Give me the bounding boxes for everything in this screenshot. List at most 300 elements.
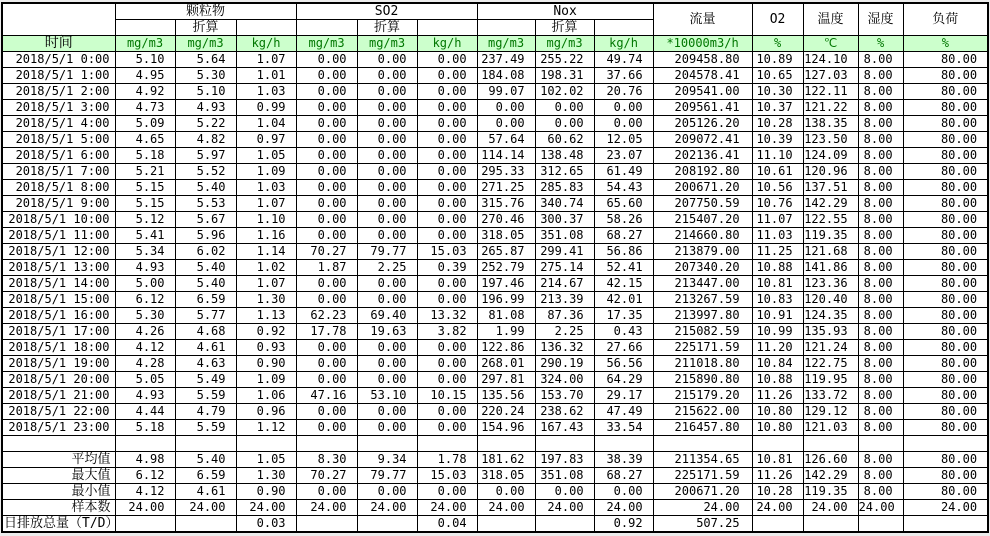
value-cell[interactable]: 0.00 bbox=[296, 292, 357, 308]
value-cell[interactable]: 5.21 bbox=[115, 164, 175, 180]
value-cell[interactable]: 5.40 bbox=[175, 276, 236, 292]
unit-cell-pm-converted-mgm3[interactable]: mg/m3 bbox=[175, 36, 236, 52]
unit-cell-so2-kgh[interactable]: kg/h bbox=[417, 36, 477, 52]
value-cell[interactable]: 2.25 bbox=[357, 260, 417, 276]
value-cell[interactable]: 0.00 bbox=[417, 116, 477, 132]
value-cell[interactable]: 0.00 bbox=[296, 372, 357, 388]
value-cell[interactable]: 5.30 bbox=[175, 68, 236, 84]
value-cell[interactable]: 5.15 bbox=[115, 196, 175, 212]
value-cell[interactable]: 215082.59 bbox=[653, 324, 752, 340]
value-cell[interactable]: 102.02 bbox=[535, 84, 594, 100]
sub-header-particulate-converted[interactable]: 折算 bbox=[175, 20, 236, 36]
value-cell[interactable]: 0.00 bbox=[296, 404, 357, 420]
unit-cell-pm-kgh[interactable]: kg/h bbox=[236, 36, 296, 52]
value-cell[interactable]: 220.24 bbox=[477, 404, 535, 420]
summary-label-cell[interactable]: 样本数 bbox=[2, 500, 115, 516]
value-cell[interactable]: 5.40 bbox=[175, 260, 236, 276]
value-cell[interactable]: 208192.80 bbox=[653, 164, 752, 180]
value-cell[interactable]: 1.06 bbox=[236, 388, 296, 404]
value-cell[interactable]: 4.12 bbox=[115, 340, 175, 356]
value-cell[interactable]: 99.07 bbox=[477, 84, 535, 100]
value-cell[interactable]: 215407.20 bbox=[653, 212, 752, 228]
value-cell[interactable]: 129.12 bbox=[803, 404, 858, 420]
value-cell[interactable]: 10.88 bbox=[752, 372, 803, 388]
unit-cell-humidity[interactable]: % bbox=[858, 36, 903, 52]
value-cell[interactable]: 8.00 bbox=[858, 244, 903, 260]
value-cell[interactable]: 5.53 bbox=[175, 196, 236, 212]
value-cell[interactable]: 37.66 bbox=[594, 68, 653, 84]
value-cell[interactable]: 271.25 bbox=[477, 180, 535, 196]
summary-label-cell[interactable]: 日排放总量（T/D） bbox=[4, 516, 119, 531]
value-cell[interactable]: 0.00 bbox=[357, 164, 417, 180]
time-cell[interactable]: 2018/5/1 23:00 bbox=[2, 420, 115, 436]
summary-value-cell[interactable]: 24.00 bbox=[535, 500, 594, 516]
value-cell[interactable]: 4.44 bbox=[115, 404, 175, 420]
time-cell[interactable]: 2018/5/1 3:00 bbox=[2, 100, 115, 116]
value-cell[interactable]: 8.00 bbox=[858, 260, 903, 276]
value-cell[interactable]: 8.00 bbox=[858, 52, 903, 68]
value-cell[interactable]: 340.74 bbox=[535, 196, 594, 212]
summary-value-cell[interactable]: 507.25 bbox=[653, 516, 752, 533]
value-cell[interactable]: 275.14 bbox=[535, 260, 594, 276]
blank-cell[interactable] bbox=[296, 436, 357, 452]
value-cell[interactable]: 10.84 bbox=[752, 356, 803, 372]
summary-value-cell[interactable]: 211354.65 bbox=[653, 452, 752, 468]
value-cell[interactable]: 124.09 bbox=[803, 148, 858, 164]
column-header-temperature[interactable]: 温度 bbox=[803, 3, 858, 36]
value-cell[interactable]: 10.99 bbox=[752, 324, 803, 340]
value-cell[interactable]: 1.12 bbox=[236, 420, 296, 436]
value-cell[interactable]: 154.96 bbox=[477, 420, 535, 436]
value-cell[interactable]: 136.32 bbox=[535, 340, 594, 356]
value-cell[interactable]: 215890.80 bbox=[653, 372, 752, 388]
value-cell[interactable]: 8.00 bbox=[858, 388, 903, 404]
value-cell[interactable]: 80.00 bbox=[903, 52, 988, 68]
value-cell[interactable]: 17.35 bbox=[594, 308, 653, 324]
value-cell[interactable]: 87.36 bbox=[535, 308, 594, 324]
value-cell[interactable]: 62.23 bbox=[296, 308, 357, 324]
value-cell[interactable]: 252.79 bbox=[477, 260, 535, 276]
value-cell[interactable]: 4.68 bbox=[175, 324, 236, 340]
time-cell[interactable]: 2018/5/1 9:00 bbox=[2, 196, 115, 212]
summary-value-cell[interactable] bbox=[477, 516, 535, 533]
value-cell[interactable]: 0.00 bbox=[357, 100, 417, 116]
time-cell[interactable]: 2018/5/1 14:00 bbox=[2, 276, 115, 292]
summary-value-cell[interactable] bbox=[858, 516, 903, 533]
value-cell[interactable]: 0.00 bbox=[417, 84, 477, 100]
blank-cell[interactable] bbox=[236, 436, 296, 452]
value-cell[interactable]: 0.00 bbox=[417, 228, 477, 244]
value-cell[interactable]: 15.03 bbox=[417, 244, 477, 260]
summary-value-cell[interactable] bbox=[903, 516, 988, 533]
value-cell[interactable]: 80.00 bbox=[903, 116, 988, 132]
summary-value-cell[interactable] bbox=[296, 516, 357, 533]
value-cell[interactable]: 2.25 bbox=[535, 324, 594, 340]
value-cell[interactable]: 1.07 bbox=[236, 52, 296, 68]
value-cell[interactable]: 214660.80 bbox=[653, 228, 752, 244]
value-cell[interactable]: 122.86 bbox=[477, 340, 535, 356]
value-cell[interactable]: 27.66 bbox=[594, 340, 653, 356]
summary-value-cell[interactable]: 6.59 bbox=[175, 468, 236, 484]
value-cell[interactable]: 1.16 bbox=[236, 228, 296, 244]
value-cell[interactable]: 0.00 bbox=[296, 212, 357, 228]
value-cell[interactable]: 215622.00 bbox=[653, 404, 752, 420]
unit-cell-flow[interactable]: *10000m3/h bbox=[653, 36, 752, 52]
summary-value-cell[interactable] bbox=[357, 516, 417, 533]
value-cell[interactable]: 213997.80 bbox=[653, 308, 752, 324]
value-cell[interactable]: 255.22 bbox=[535, 52, 594, 68]
value-cell[interactable]: 285.83 bbox=[535, 180, 594, 196]
value-cell[interactable]: 8.00 bbox=[858, 276, 903, 292]
summary-value-cell[interactable]: 6.12 bbox=[115, 468, 175, 484]
value-cell[interactable]: 0.00 bbox=[477, 116, 535, 132]
summary-value-cell[interactable]: 1.30 bbox=[236, 468, 296, 484]
value-cell[interactable]: 216457.80 bbox=[653, 420, 752, 436]
value-cell[interactable]: 0.00 bbox=[357, 132, 417, 148]
value-cell[interactable]: 19.63 bbox=[357, 324, 417, 340]
group-header-so2[interactable]: SO2 bbox=[296, 3, 477, 20]
summary-value-cell[interactable] bbox=[803, 516, 858, 533]
value-cell[interactable]: 1.04 bbox=[236, 116, 296, 132]
summary-value-cell[interactable]: 8.00 bbox=[858, 468, 903, 484]
summary-value-cell[interactable]: 8.00 bbox=[858, 484, 903, 500]
value-cell[interactable]: 0.00 bbox=[417, 356, 477, 372]
value-cell[interactable]: 268.01 bbox=[477, 356, 535, 372]
summary-value-cell[interactable]: 5.40 bbox=[175, 452, 236, 468]
value-cell[interactable]: 0.00 bbox=[417, 420, 477, 436]
value-cell[interactable]: 1.05 bbox=[236, 148, 296, 164]
column-header-load[interactable]: 负荷 bbox=[903, 3, 988, 36]
value-cell[interactable]: 5.05 bbox=[115, 372, 175, 388]
value-cell[interactable]: 8.00 bbox=[858, 116, 903, 132]
time-cell[interactable]: 2018/5/1 8:00 bbox=[2, 180, 115, 196]
value-cell[interactable]: 80.00 bbox=[903, 100, 988, 116]
value-cell[interactable]: 324.00 bbox=[535, 372, 594, 388]
value-cell[interactable]: 1.07 bbox=[236, 196, 296, 212]
value-cell[interactable]: 0.00 bbox=[594, 116, 653, 132]
summary-value-cell[interactable]: 1.05 bbox=[236, 452, 296, 468]
value-cell[interactable]: 8.00 bbox=[858, 132, 903, 148]
value-cell[interactable]: 138.48 bbox=[535, 148, 594, 164]
value-cell[interactable]: 238.62 bbox=[535, 404, 594, 420]
value-cell[interactable]: 60.62 bbox=[535, 132, 594, 148]
value-cell[interactable]: 8.00 bbox=[858, 196, 903, 212]
value-cell[interactable]: 123.36 bbox=[803, 276, 858, 292]
value-cell[interactable]: 8.00 bbox=[858, 292, 903, 308]
value-cell[interactable]: 297.81 bbox=[477, 372, 535, 388]
value-cell[interactable]: 0.00 bbox=[357, 372, 417, 388]
corner-blank-cell[interactable] bbox=[2, 3, 115, 36]
summary-value-cell[interactable]: 0.04 bbox=[417, 516, 477, 533]
value-cell[interactable]: 10.91 bbox=[752, 308, 803, 324]
value-cell[interactable]: 209072.41 bbox=[653, 132, 752, 148]
value-cell[interactable]: 0.00 bbox=[357, 84, 417, 100]
value-cell[interactable]: 0.00 bbox=[417, 292, 477, 308]
summary-value-cell[interactable]: 318.05 bbox=[477, 468, 535, 484]
value-cell[interactable]: 10.89 bbox=[752, 52, 803, 68]
value-cell[interactable]: 0.00 bbox=[357, 148, 417, 164]
value-cell[interactable]: 10.65 bbox=[752, 68, 803, 84]
time-cell[interactable]: 2018/5/1 19:00 bbox=[2, 356, 115, 372]
value-cell[interactable]: 0.00 bbox=[417, 276, 477, 292]
value-cell[interactable]: 80.00 bbox=[903, 340, 988, 356]
time-cell[interactable]: 2018/5/1 4:00 bbox=[2, 116, 115, 132]
value-cell[interactable]: 138.35 bbox=[803, 116, 858, 132]
value-cell[interactable]: 70.27 bbox=[296, 244, 357, 260]
summary-value-cell[interactable]: 24.00 bbox=[115, 500, 175, 516]
value-cell[interactable]: 54.43 bbox=[594, 180, 653, 196]
time-cell[interactable]: 2018/5/1 18:00 bbox=[2, 340, 115, 356]
summary-value-cell[interactable]: 24.00 bbox=[357, 500, 417, 516]
summary-value-cell[interactable]: 68.27 bbox=[594, 468, 653, 484]
summary-value-cell[interactable]: 119.35 bbox=[803, 484, 858, 500]
value-cell[interactable]: 295.33 bbox=[477, 164, 535, 180]
value-cell[interactable]: 213.39 bbox=[535, 292, 594, 308]
value-cell[interactable]: 8.00 bbox=[858, 100, 903, 116]
value-cell[interactable]: 80.00 bbox=[903, 404, 988, 420]
value-cell[interactable]: 120.40 bbox=[803, 292, 858, 308]
value-cell[interactable]: 1.13 bbox=[236, 308, 296, 324]
summary-value-cell[interactable]: 0.92 bbox=[594, 516, 653, 533]
value-cell[interactable]: 0.00 bbox=[296, 228, 357, 244]
blank-cell[interactable] bbox=[594, 436, 653, 452]
value-cell[interactable]: 205126.20 bbox=[653, 116, 752, 132]
value-cell[interactable]: 1.03 bbox=[236, 84, 296, 100]
blank-cell[interactable] bbox=[2, 436, 115, 452]
time-cell[interactable]: 2018/5/1 10:00 bbox=[2, 212, 115, 228]
value-cell[interactable]: 1.07 bbox=[236, 276, 296, 292]
value-cell[interactable]: 6.12 bbox=[115, 292, 175, 308]
value-cell[interactable]: 4.93 bbox=[115, 260, 175, 276]
value-cell[interactable]: 80.00 bbox=[903, 260, 988, 276]
value-cell[interactable]: 11.25 bbox=[752, 244, 803, 260]
value-cell[interactable]: 8.00 bbox=[858, 340, 903, 356]
value-cell[interactable]: 124.10 bbox=[803, 52, 858, 68]
value-cell[interactable]: 0.00 bbox=[296, 164, 357, 180]
value-cell[interactable]: 68.27 bbox=[594, 228, 653, 244]
summary-value-cell[interactable]: 70.27 bbox=[296, 468, 357, 484]
value-cell[interactable]: 4.92 bbox=[115, 84, 175, 100]
summary-value-cell[interactable]: 200671.20 bbox=[653, 484, 752, 500]
unit-cell-nox-kgh[interactable]: kg/h bbox=[594, 36, 653, 52]
value-cell[interactable]: 8.00 bbox=[858, 180, 903, 196]
value-cell[interactable]: 135.56 bbox=[477, 388, 535, 404]
summary-value-cell[interactable]: 11.26 bbox=[752, 468, 803, 484]
summary-value-cell[interactable]: 24.00 bbox=[752, 500, 803, 516]
value-cell[interactable]: 0.99 bbox=[236, 100, 296, 116]
unit-cell-nox-converted-mgm3[interactable]: mg/m3 bbox=[535, 36, 594, 52]
value-cell[interactable]: 52.41 bbox=[594, 260, 653, 276]
summary-value-cell[interactable]: 0.03 bbox=[236, 516, 296, 533]
value-cell[interactable]: 4.95 bbox=[115, 68, 175, 84]
value-cell[interactable]: 213879.00 bbox=[653, 244, 752, 260]
value-cell[interactable]: 11.20 bbox=[752, 340, 803, 356]
unit-cell-so2-mgm3[interactable]: mg/m3 bbox=[296, 36, 357, 52]
value-cell[interactable]: 0.00 bbox=[357, 420, 417, 436]
value-cell[interactable]: 42.15 bbox=[594, 276, 653, 292]
value-cell[interactable]: 4.61 bbox=[175, 340, 236, 356]
blank-cell[interactable] bbox=[236, 20, 296, 36]
value-cell[interactable]: 17.78 bbox=[296, 324, 357, 340]
value-cell[interactable]: 10.15 bbox=[417, 388, 477, 404]
value-cell[interactable]: 80.00 bbox=[903, 148, 988, 164]
value-cell[interactable]: 0.96 bbox=[236, 404, 296, 420]
summary-value-cell[interactable]: 15.03 bbox=[417, 468, 477, 484]
value-cell[interactable]: 124.35 bbox=[803, 308, 858, 324]
value-cell[interactable]: 47.16 bbox=[296, 388, 357, 404]
time-cell[interactable]: 2018/5/1 17:00 bbox=[2, 324, 115, 340]
value-cell[interactable]: 209541.00 bbox=[653, 84, 752, 100]
time-cell[interactable]: 2018/5/1 13:00 bbox=[2, 260, 115, 276]
value-cell[interactable]: 13.32 bbox=[417, 308, 477, 324]
value-cell[interactable]: 0.90 bbox=[236, 356, 296, 372]
value-cell[interactable]: 80.00 bbox=[903, 164, 988, 180]
column-header-o2[interactable]: O2 bbox=[752, 3, 803, 36]
value-cell[interactable]: 196.99 bbox=[477, 292, 535, 308]
value-cell[interactable]: 0.97 bbox=[236, 132, 296, 148]
value-cell[interactable]: 200671.20 bbox=[653, 180, 752, 196]
value-cell[interactable]: 114.14 bbox=[477, 148, 535, 164]
value-cell[interactable]: 0.00 bbox=[417, 52, 477, 68]
summary-value-cell[interactable]: 38.39 bbox=[594, 452, 653, 468]
value-cell[interactable]: 121.68 bbox=[803, 244, 858, 260]
value-cell[interactable]: 5.59 bbox=[175, 420, 236, 436]
value-cell[interactable]: 80.00 bbox=[903, 388, 988, 404]
value-cell[interactable]: 33.54 bbox=[594, 420, 653, 436]
value-cell[interactable]: 0.00 bbox=[357, 180, 417, 196]
value-cell[interactable]: 225171.59 bbox=[653, 340, 752, 356]
summary-value-cell[interactable]: 79.77 bbox=[357, 468, 417, 484]
summary-value-cell[interactable]: 142.29 bbox=[803, 468, 858, 484]
value-cell[interactable]: 207750.59 bbox=[653, 196, 752, 212]
value-cell[interactable]: 1.01 bbox=[236, 68, 296, 84]
value-cell[interactable]: 0.00 bbox=[296, 420, 357, 436]
value-cell[interactable]: 10.76 bbox=[752, 196, 803, 212]
blank-cell[interactable] bbox=[594, 20, 653, 36]
value-cell[interactable]: 121.24 bbox=[803, 340, 858, 356]
summary-value-cell[interactable]: 24.00 bbox=[594, 500, 653, 516]
value-cell[interactable]: 0.00 bbox=[357, 276, 417, 292]
value-cell[interactable]: 80.00 bbox=[903, 68, 988, 84]
blank-cell[interactable] bbox=[858, 436, 903, 452]
summary-value-cell[interactable]: 126.60 bbox=[803, 452, 858, 468]
value-cell[interactable]: 0.00 bbox=[417, 212, 477, 228]
blank-cell[interactable] bbox=[296, 20, 357, 36]
value-cell[interactable]: 1.14 bbox=[236, 244, 296, 260]
value-cell[interactable]: 80.00 bbox=[903, 372, 988, 388]
summary-value-cell[interactable]: 351.08 bbox=[535, 468, 594, 484]
value-cell[interactable]: 10.61 bbox=[752, 164, 803, 180]
blank-cell[interactable] bbox=[903, 436, 988, 452]
value-cell[interactable]: 0.00 bbox=[594, 100, 653, 116]
summary-value-cell[interactable]: 1.78 bbox=[417, 452, 477, 468]
blank-cell[interactable] bbox=[803, 436, 858, 452]
time-cell[interactable]: 2018/5/1 22:00 bbox=[2, 404, 115, 420]
value-cell[interactable]: 5.41 bbox=[115, 228, 175, 244]
group-header-nox[interactable]: Nox bbox=[477, 3, 653, 20]
value-cell[interactable]: 10.80 bbox=[752, 404, 803, 420]
time-column-header[interactable]: 时间 bbox=[2, 36, 115, 52]
value-cell[interactable]: 119.35 bbox=[803, 228, 858, 244]
value-cell[interactable]: 1.10 bbox=[236, 212, 296, 228]
unit-cell-temperature[interactable]: ℃ bbox=[803, 36, 858, 52]
value-cell[interactable]: 0.00 bbox=[357, 292, 417, 308]
unit-cell-load[interactable]: % bbox=[903, 36, 988, 52]
value-cell[interactable]: 5.64 bbox=[175, 52, 236, 68]
value-cell[interactable]: 64.29 bbox=[594, 372, 653, 388]
value-cell[interactable]: 0.00 bbox=[296, 132, 357, 148]
value-cell[interactable]: 10.37 bbox=[752, 100, 803, 116]
value-cell[interactable]: 8.00 bbox=[858, 212, 903, 228]
value-cell[interactable]: 315.76 bbox=[477, 196, 535, 212]
value-cell[interactable]: 80.00 bbox=[903, 276, 988, 292]
unit-cell-so2-converted-mgm3[interactable]: mg/m3 bbox=[357, 36, 417, 52]
value-cell[interactable]: 1.09 bbox=[236, 164, 296, 180]
value-cell[interactable]: 3.82 bbox=[417, 324, 477, 340]
value-cell[interactable]: 0.00 bbox=[417, 340, 477, 356]
value-cell[interactable]: 4.79 bbox=[175, 404, 236, 420]
value-cell[interactable]: 0.00 bbox=[535, 116, 594, 132]
value-cell[interactable]: 122.11 bbox=[803, 84, 858, 100]
time-cell[interactable]: 2018/5/1 1:00 bbox=[2, 68, 115, 84]
value-cell[interactable]: 237.49 bbox=[477, 52, 535, 68]
value-cell[interactable]: 0.00 bbox=[417, 404, 477, 420]
value-cell[interactable]: 202136.41 bbox=[653, 148, 752, 164]
value-cell[interactable]: 80.00 bbox=[903, 420, 988, 436]
value-cell[interactable]: 1.87 bbox=[296, 260, 357, 276]
summary-value-cell[interactable]: 24.00 bbox=[417, 500, 477, 516]
column-header-flow[interactable]: 流量 bbox=[653, 3, 752, 36]
value-cell[interactable]: 80.00 bbox=[903, 356, 988, 372]
value-cell[interactable]: 81.08 bbox=[477, 308, 535, 324]
value-cell[interactable]: 0.00 bbox=[417, 372, 477, 388]
unit-cell-o2[interactable]: % bbox=[752, 36, 803, 52]
summary-value-cell[interactable]: 4.61 bbox=[175, 484, 236, 500]
value-cell[interactable]: 11.10 bbox=[752, 148, 803, 164]
time-cell[interactable]: 2018/5/1 5:00 bbox=[2, 132, 115, 148]
blank-cell[interactable] bbox=[752, 436, 803, 452]
summary-value-cell[interactable]: 225171.59 bbox=[653, 468, 752, 484]
value-cell[interactable]: 5.30 bbox=[115, 308, 175, 324]
time-cell[interactable]: 2018/5/1 6:00 bbox=[2, 148, 115, 164]
value-cell[interactable]: 0.00 bbox=[357, 340, 417, 356]
value-cell[interactable]: 5.09 bbox=[115, 116, 175, 132]
summary-value-cell[interactable]: 0.90 bbox=[236, 484, 296, 500]
value-cell[interactable]: 1.30 bbox=[236, 292, 296, 308]
value-cell[interactable]: 0.00 bbox=[357, 116, 417, 132]
summary-label-cell[interactable]: 平均值 bbox=[2, 452, 115, 468]
blank-cell[interactable] bbox=[357, 436, 417, 452]
value-cell[interactable]: 1.09 bbox=[236, 372, 296, 388]
value-cell[interactable]: 80.00 bbox=[903, 84, 988, 100]
value-cell[interactable]: 69.40 bbox=[357, 308, 417, 324]
value-cell[interactable]: 351.08 bbox=[535, 228, 594, 244]
summary-value-cell[interactable] bbox=[535, 516, 594, 533]
value-cell[interactable]: 213447.00 bbox=[653, 276, 752, 292]
blank-cell[interactable] bbox=[115, 436, 175, 452]
summary-value-cell[interactable]: 24.00 bbox=[175, 500, 236, 516]
value-cell[interactable]: 123.50 bbox=[803, 132, 858, 148]
value-cell[interactable]: 80.00 bbox=[903, 212, 988, 228]
value-cell[interactable]: 8.00 bbox=[858, 308, 903, 324]
value-cell[interactable]: 121.03 bbox=[803, 420, 858, 436]
time-cell[interactable]: 2018/5/1 11:00 bbox=[2, 228, 115, 244]
value-cell[interactable]: 198.31 bbox=[535, 68, 594, 84]
value-cell[interactable]: 8.00 bbox=[858, 164, 903, 180]
value-cell[interactable]: 10.88 bbox=[752, 260, 803, 276]
unit-cell-nox-mgm3[interactable]: mg/m3 bbox=[477, 36, 535, 52]
summary-value-cell[interactable] bbox=[175, 516, 236, 533]
